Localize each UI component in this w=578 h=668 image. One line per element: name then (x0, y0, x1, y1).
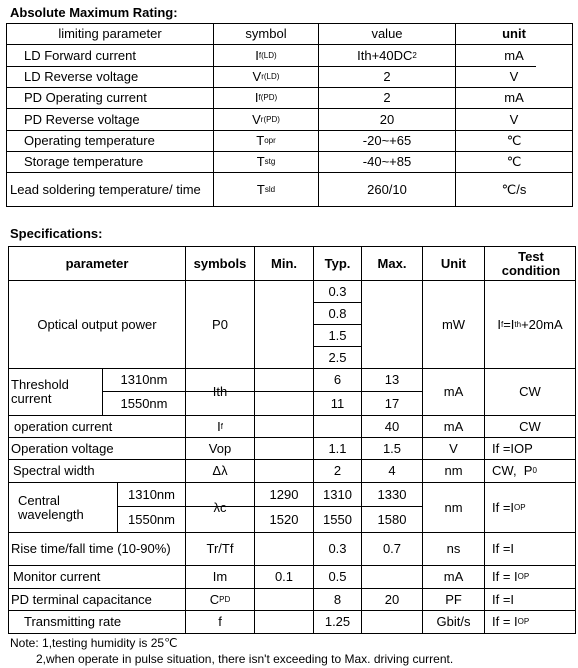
rating-value: Ith+40DC 2 (357, 47, 417, 63)
monitor-min: 0.1 (274, 569, 294, 584)
rating-unit: mA (504, 47, 524, 63)
rating-value: 2 (383, 69, 391, 84)
specs-header-test-condition: Test condition (501, 248, 561, 278)
threshold-param: Threshold current (11, 377, 69, 406)
rating-param: PD Operating current (24, 90, 147, 105)
optical-power-symbol: P0 (212, 316, 228, 332)
rating-param: Storage temperature (24, 154, 144, 169)
threshold-wavelength: 1310nm (120, 372, 168, 387)
rating-rule (6, 206, 572, 207)
op-voltage-param: Operation voltage (11, 440, 114, 456)
specs-header-parameter: parameter (65, 255, 129, 271)
rise-time-condition: If =I (492, 541, 515, 556)
optical-power-typ: 1.5 (328, 327, 347, 343)
spectral-max: 4 (388, 463, 396, 478)
pd-capacitance-unit: PF (445, 591, 462, 607)
rise-time-typ: 0.3 (328, 541, 347, 556)
rise-time-unit: ns (446, 541, 461, 556)
rating-symbol: T opr (256, 133, 276, 148)
rating-unit: ℃ (506, 133, 522, 148)
optical-power-typ: 0.8 (328, 305, 347, 321)
note-line-2: 2,when operate in pulse situation, there isn't exceeding to Max. driving current. (36, 652, 454, 666)
rating-unit: V (509, 69, 519, 84)
rating-param: Lead soldering temperature/ time (10, 181, 201, 197)
rating-symbol: V r(PD) (252, 111, 280, 127)
transmitting-rate-unit: Gbit/s (436, 614, 471, 629)
specs-header-symbols: symbols (193, 255, 247, 271)
central-typ: 1550 (323, 511, 352, 527)
threshold-max: 17 (384, 395, 400, 411)
rating-title: Absolute Maximum Rating: (10, 5, 178, 20)
rise-time-symbol: Tr/Tf (206, 541, 234, 556)
central-max: 1330 (377, 486, 407, 502)
monitor-condition: If = I OP (492, 569, 530, 584)
op-current-unit: mA (443, 418, 464, 434)
rating-value: 2 (383, 90, 391, 105)
transmitting-rate-param: Transmitting rate (24, 614, 122, 629)
threshold-condition: CW (519, 384, 541, 399)
rating-header-symbol: symbol (245, 26, 287, 41)
central-condition: If =I OP (492, 499, 526, 515)
rating-header-unit: unit (502, 26, 526, 41)
spectral-symbol: Δλ (212, 463, 228, 478)
specs-rule (8, 633, 576, 634)
rise-time-max: 0.7 (382, 541, 402, 556)
rating-header-parameter: limiting parameter (58, 26, 162, 41)
optical-power-param: Optical output power (37, 316, 157, 332)
transmitting-rate-typ: 1.25 (324, 614, 351, 629)
rating-symbol: T sld (256, 181, 276, 197)
specs-header-max: Max. (377, 255, 407, 271)
specs-rule (575, 246, 576, 634)
central-min: 1520 (269, 511, 299, 527)
specs-header-unit: Unit (440, 255, 467, 271)
rating-rule (6, 23, 7, 207)
central-max: 1580 (377, 511, 407, 527)
monitor-symbol: Im (212, 569, 228, 584)
op-voltage-condition: If =IOP (492, 440, 533, 456)
transmitting-rate-condition: If = I OP (492, 614, 530, 629)
rating-value: -20~+65 (362, 133, 412, 148)
op-voltage-max: 1.5 (382, 440, 402, 456)
optical-power-unit: mW (441, 316, 466, 332)
rating-unit: V (509, 111, 519, 127)
rating-param: PD Reverse voltage (24, 111, 140, 127)
rating-value: 20 (379, 111, 395, 127)
op-voltage-typ: 1.1 (328, 440, 347, 456)
spectral-condition: CW, P 0 (492, 463, 537, 478)
optical-power-condition: I f =I th +20mA (497, 316, 563, 332)
monitor-unit: mA (443, 569, 464, 584)
op-voltage-unit: V (449, 440, 458, 456)
op-current-symbol: I f (217, 418, 223, 434)
central-param: Central wavelength (18, 492, 84, 522)
central-wavelength: 1550nm (128, 511, 175, 527)
threshold-symbol: Ith (212, 384, 228, 399)
specs-header-min: Min. (271, 255, 297, 271)
central-symbol: λc (213, 499, 227, 515)
monitor-typ: 0.5 (328, 569, 347, 584)
central-unit: nm (444, 499, 463, 515)
op-current-condition: CW (519, 418, 541, 434)
pd-capacitance-symbol: C PD (209, 591, 231, 607)
central-typ: 1310 (323, 486, 352, 502)
threshold-unit: mA (443, 384, 464, 399)
central-min: 1290 (269, 486, 299, 502)
central-wavelength: 1310nm (128, 486, 175, 502)
op-current-param: operation current (14, 418, 113, 434)
rating-param: Operating temperature (24, 133, 155, 148)
monitor-param: Monitor current (13, 569, 101, 584)
rating-unit: ℃/s (501, 181, 527, 197)
pd-capacitance-max: 20 (384, 591, 400, 607)
rating-param: LD Forward current (24, 47, 136, 63)
threshold-max: 13 (384, 372, 400, 387)
rating-unit: mA (504, 90, 524, 105)
spectral-typ: 2 (333, 463, 342, 478)
rating-symbol: I f(PD) (254, 90, 278, 105)
rating-symbol: T stg (256, 154, 276, 169)
rise-time-param: Rise time/fall time (10-90%) (11, 541, 171, 556)
rating-value: -40~+85 (362, 154, 412, 169)
pd-capacitance-condition: If =I (492, 591, 515, 607)
note-line-1: Note: 1,testing humidity is 25℃ (10, 636, 178, 650)
optical-power-typ: 0.3 (328, 283, 347, 299)
transmitting-rate-symbol: f (218, 614, 222, 629)
rating-value: 260/10 (367, 181, 407, 197)
pd-capacitance-typ: 8 (333, 591, 342, 607)
threshold-typ: 11 (330, 395, 345, 411)
rating-header-value: value (371, 26, 403, 41)
pd-capacitance-param: PD terminal capacitance (11, 591, 152, 607)
specs-header-typ: Typ. (324, 255, 351, 271)
op-current-max: 40 (384, 418, 400, 434)
threshold-wavelength: 1550nm (120, 395, 168, 411)
threshold-typ: 6 (333, 372, 342, 387)
optical-power-typ: 2.5 (328, 349, 347, 365)
op-voltage-symbol: Vop (208, 440, 232, 456)
spectral-param: Spectral width (13, 463, 95, 478)
rating-unit: ℃ (506, 154, 522, 169)
rating-param: LD Reverse voltage (24, 69, 139, 84)
rating-symbol: I f(LD) (255, 47, 277, 63)
rating-rule (572, 23, 573, 207)
specs-title: Specifications: (10, 226, 103, 241)
spectral-unit: nm (444, 463, 463, 478)
rating-symbol: V r(LD) (252, 69, 280, 84)
